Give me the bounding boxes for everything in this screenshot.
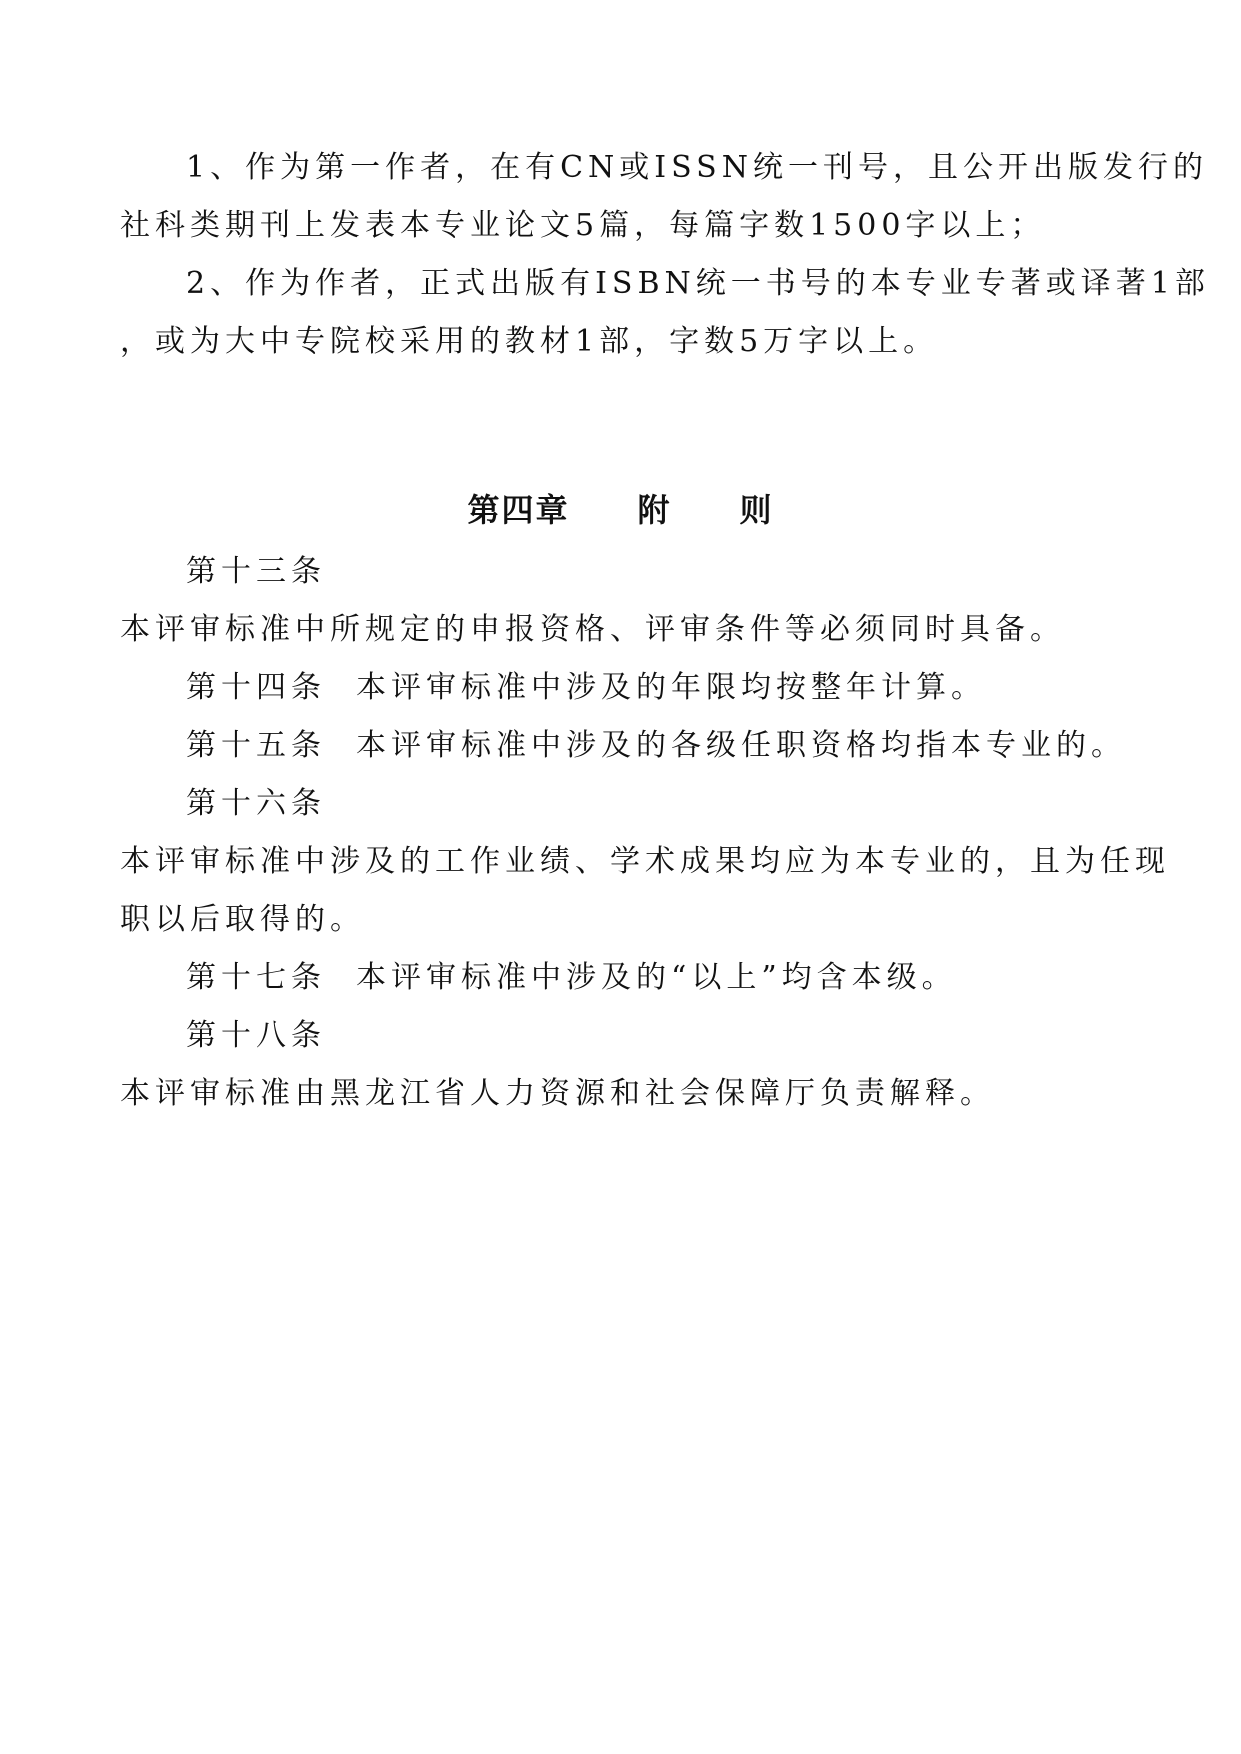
article-17-label: 第十七条 — [186, 960, 326, 995]
article-18-text: 本评审标准由黑龙江省人力资源和社会保障厅负责解释。 — [120, 1076, 995, 1111]
article-15-label: 第十五条 — [186, 728, 326, 763]
chapter-heading: 第四章 附 则 — [467, 491, 774, 529]
article-15 — [186, 726, 1186, 766]
article-17-text: 本评审标准中涉及的“以上”均含本级。 — [356, 960, 957, 995]
article-18-label: 第十八条 — [186, 1018, 326, 1053]
article-14-label: 第十四条 — [186, 670, 326, 705]
article-16-text-line-1: 本评审标准中涉及的工作业绩、学术成果均应为本专业的，且为任现 — [120, 844, 1170, 879]
paragraph-1-line-1: 1、作为第一作者，在有CN或ISSN统一刊号，且公开出版发行的 — [186, 150, 1208, 185]
article-13-label: 第十三条 — [186, 554, 326, 589]
article-16-label: 第十六条 — [186, 786, 326, 821]
paragraph-2-line-1: 2、作为作者，正式出版有ISBN统一书号的本专业专著或译著1部 — [186, 266, 1210, 301]
article-14 — [186, 668, 1186, 708]
article-13-text: 本评审标准中所规定的申报资格、评审条件等必须同时具备。 — [120, 612, 1065, 647]
paragraph-2-line-2: ，或为大中专院校采用的教材1部，字数5万字以上。 — [120, 324, 939, 359]
paragraph-1-line-2: 社科类期刊上发表本专业论文5篇，每篇字数1500字以上； — [120, 208, 1046, 243]
article-14-text: 本评审标准中涉及的年限均按整年计算。 — [356, 670, 986, 705]
article-15-text: 本评审标准中涉及的各级任职资格均指本专业的。 — [356, 728, 1126, 763]
article-16-text-line-2: 职以后取得的。 — [120, 902, 365, 937]
article-17 — [186, 958, 1186, 998]
